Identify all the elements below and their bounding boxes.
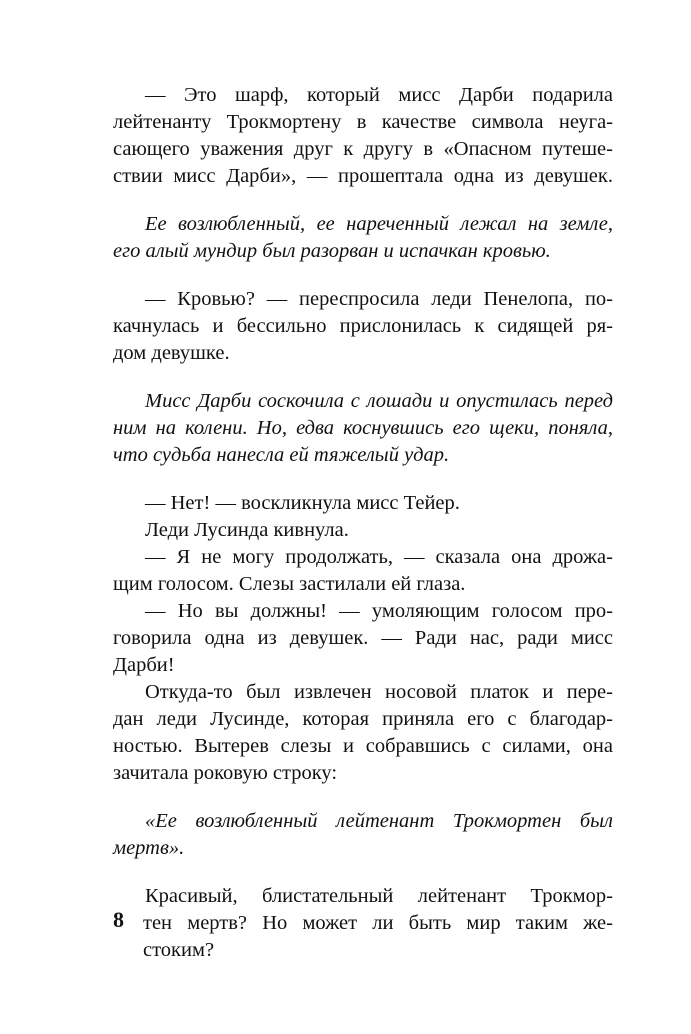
paragraph-spacer: [113, 367, 613, 388]
text-line: что судьба нанесла ей тяжелый удар.: [113, 444, 450, 466]
text-line: Леди Лусинда кивнула.: [145, 519, 349, 541]
text-line: — Это шарф, который мисс Дарби подарила: [145, 84, 613, 106]
text-line: Дарби!: [113, 654, 175, 676]
text-line: качнулась и бессильно прислонилась к сидящей ря-: [113, 315, 613, 337]
text-line: щим голосом. Слезы застилали ей глаза.: [113, 573, 466, 595]
paragraph-spacer: [113, 265, 613, 286]
text-line: ним на колени. Но, едва коснувшись его щеки, поняла,: [113, 417, 613, 439]
text-line: тен мертв? Но может ли быть мир таким же-: [143, 912, 613, 934]
paragraph-italic-quote: [113, 808, 613, 862]
paragraph-dialogue-penelope: [113, 286, 613, 367]
text-line: Мисс Дарби соскочила с лошади и опустилась перед: [145, 390, 613, 412]
text-line: зачитала роковую строку:: [113, 762, 338, 784]
text-line: говорила одна из девушек. — Ради нас, ради мисс: [113, 627, 613, 649]
text-line: — Кровью? — переспросила леди Пенелопа, по-: [145, 288, 613, 310]
paragraph-dialogue-block: [113, 490, 613, 787]
paragraph-spacer: [113, 190, 613, 211]
text-line: дом девушке.: [113, 342, 230, 364]
text-line: — Я не могу продолжать, — сказала она дрожа-: [145, 546, 613, 568]
text-line: ствии мисс Дарби», — прошептала одна из девушек.: [113, 165, 613, 187]
paragraph-final: [113, 883, 613, 964]
text-line: «Ее возлюбленный лейтенант Трокмортен был: [145, 810, 613, 832]
text-line: дан леди Лусинде, которая приняла его с благодар-: [113, 708, 613, 730]
paragraph-dialogue-scarf: [113, 82, 613, 190]
paragraph-spacer: [113, 787, 613, 808]
text-line: Откуда-то был извлечен носовой платок и пере-: [145, 681, 613, 703]
text-line: лейтенанту Трокмортену в качестве символа неуга-: [113, 111, 613, 133]
paragraph-spacer: [113, 469, 613, 490]
paragraph-italic-excerpt: [113, 388, 613, 469]
text-line: — Но вы должны! — умоляющим голосом про-: [145, 600, 613, 622]
text-line: сающего уважения друг к другу в «Опасном путеше-: [113, 138, 613, 160]
book-page-text: [113, 82, 613, 964]
text-line: Ее возлюбленный, ее нареченный лежал на земле,: [145, 213, 613, 235]
text-line: Красивый, блистательный лейтенант Трокмор-: [145, 885, 613, 907]
text-line: — Нет! — воскликнула мисс Тейер.: [145, 492, 460, 514]
paragraph-spacer: [113, 862, 613, 883]
text-line: мертв».: [113, 837, 185, 859]
text-line: ностью. Вытерев слезы и собравшись с силами, она: [113, 735, 613, 757]
text-line: его алый мундир был разорван и испачкан кровью.: [113, 240, 551, 262]
text-line: стоким?: [143, 939, 215, 961]
paragraph-italic-excerpt: [113, 211, 613, 265]
page-number: 8: [113, 907, 124, 932]
